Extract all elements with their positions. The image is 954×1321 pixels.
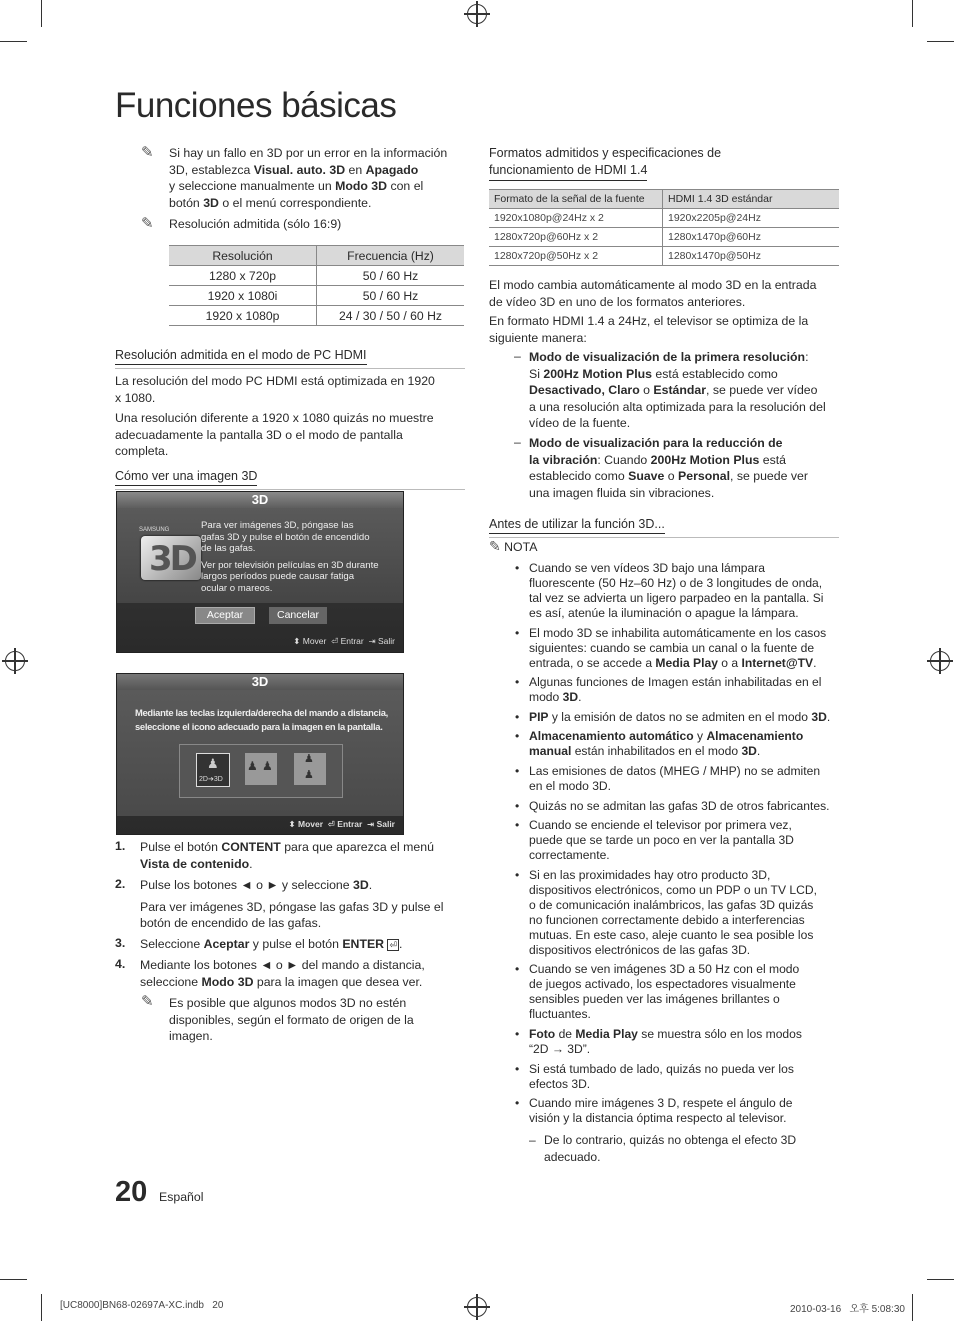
table-cell: 1280x1470p@50Hz: [663, 247, 840, 266]
registration-mark-icon: [930, 651, 950, 671]
list-item: • Foto de Media Play se muestra sólo en los modos “2D → 3D”.: [529, 1027, 849, 1057]
note-3d-failure: Si hay un fallo en 3D por un error en la información 3D, establezca Visual. auto. 3D en Apagado y seleccione manualmente un Modo 3D con el botón 3D o el menú correspondiente.: [169, 146, 448, 210]
table-cell: 50 / 60 Hz: [317, 266, 465, 286]
table-row: [169, 266, 464, 286]
list-item: • El modo 3D se inhabilita automáticamente en los casos siguientes: cuando se cambia un canal o la fuente de entrada, o se accede a Media Play o a Internet@TV.: [529, 626, 849, 671]
osd-3d-warning-screen: [116, 491, 404, 653]
formats-table: [489, 189, 839, 266]
section-heading: Resolución admitida en el modo de PC HDMI: [115, 348, 367, 365]
note-pencil-icon: ✎: [141, 144, 154, 161]
pc-hdmi-section: Resolución admitida en el modo de PC HDMI La resolución del modo PC HDMI está optimizada en 1920 x 1080. Una resolución diferente a 1920 x 1080 quizás no muestre adecuadamente la pantalla 3D o el modo de pantalla completa.: [115, 346, 465, 460]
step-item: 1. Pulse el botón CONTENT para que aparezca el menú Vista de contenido.: [115, 839, 434, 871]
crop-mark: [912, 0, 913, 27]
osd-3d-mode-screen: [116, 673, 404, 835]
table-cell: 1920 x 1080p: [169, 306, 317, 326]
section-heading: Cómo ver una imagen 3D: [115, 469, 257, 486]
dash-item-first-resolution: – Modo de visualización de la primera resolución: Si 200Hz Motion Plus está establecido como Desactivado, Claro o Estándar, se puede ver vídeo a una resolución alta optimizada para la resolución del vídeo de la fuente.: [514, 349, 826, 431]
formats-section: [489, 145, 839, 181]
note-supported-resolution: Resolución admitida (sólo 16:9): [169, 217, 342, 231]
section-heading: Formatos admitidos y especificaciones de: [489, 146, 722, 160]
table-cell: 1920 x 1080i: [169, 286, 317, 306]
mode-icon-panel: [179, 744, 343, 798]
table-header-cell: HDMI 1.4 3D estándar: [663, 190, 840, 209]
list-item: • Si en las proximidades hay otro producto 3D, dispositivos electrónicos, como un PDP o un TV LCD, o de comunicación inalámbricos, las gafas 3D quizás no funcionen correctamente debido a interferencias mutuas. En este caso, aleje cuanto le sea posible los dispositivos electrónicos de las gafas 3D.: [529, 868, 849, 958]
list-item: • Cuando se ven imágenes 3D a 50 Hz con el modo de juegos activado, los espectadores visualmente sensibles pueden ver las imágenes brillantes o fluctuantes.: [529, 962, 849, 1022]
mode-top-bottom-icon[interactable]: ♟ ♟: [294, 753, 326, 785]
list-item: • Cuando se enciende el televisor por primera vez, puede que se tarde un poco en ver la pantalla 3D correctamente.: [529, 818, 849, 863]
table-cell: 1280 x 720p: [169, 266, 317, 286]
osd-message: Mediante las teclas izquierda/derecha del mando a distancia, seleccione el icono adecuado para la imagen en la pantalla.: [135, 707, 388, 732]
section-heading: funcionamiento de HDMI 1.4: [489, 162, 647, 182]
table-header-cell: Frecuencia (Hz): [317, 246, 465, 266]
crop-mark: [927, 1279, 954, 1280]
steps-list: [115, 839, 470, 997]
osd-message: Para ver imágenes 3D, póngase las gafas 3D y pulse el botón de encendido de las gafas. Ver por televisión películas en 3D durante largos períodos puede causar fatiga ocular o mareos.: [201, 520, 379, 594]
step-note: Es posible que algunos modos 3D no estén disponibles, según el formato de origen de la imagen.: [169, 996, 414, 1044]
resolution-table: [169, 245, 464, 326]
list-item: • PIP y la emisión de datos no se admiten en el modo 3D.: [529, 710, 849, 725]
move-arrows-icon: ⬍: [293, 636, 301, 646]
osd-footer: ⬍ Mover ⏎ Entrar ⇥ Salir: [288, 819, 395, 829]
table-cell: 1920x1080p@24Hz x 2: [489, 209, 663, 228]
list-item: • Cuando se ven vídeos 3D bajo una lámpara fluorescente (50 Hz–60 Hz) o de 3 longitudes de onda, tal vez se advierta un ligero parpadeo en la pantalla. Si es así, atenúe la iluminación o apague la lámpara.: [529, 561, 849, 621]
mode-2d-to-3d-icon[interactable]: ♟ 2D➔3D: [196, 753, 230, 787]
footer-file-info: [UC8000]BN68-02697A-XC.indb 20: [60, 1300, 224, 1311]
page-language: Español: [159, 1190, 204, 1204]
table-cell: 24 / 30 / 50 / 60 Hz: [317, 306, 465, 326]
enter-icon: ⏎: [331, 636, 339, 646]
note-pencil-icon: ✎: [141, 215, 154, 232]
list-item: • Si está tumbado de lado, quizás no pueda ver los efectos 3D.: [529, 1062, 849, 1092]
table-row: [489, 228, 839, 247]
osd-title: 3D: [117, 492, 403, 508]
mode-side-by-side-icon[interactable]: ♟ ♟: [245, 753, 277, 785]
note-pencil-icon: ✎: [141, 993, 154, 1010]
table-header-row: [489, 190, 839, 209]
osd-title: 3D: [117, 674, 403, 690]
osd-footer: ⬍ Mover ⏎ Entrar ⇥ Salir: [293, 636, 395, 646]
move-arrows-icon: ⬍: [288, 819, 296, 829]
page-number: 20: [115, 1176, 148, 1208]
crop-mark: [0, 1279, 27, 1280]
table-row: [169, 286, 464, 306]
exit-icon: ⇥: [367, 819, 375, 829]
enter-key-icon: ⏎: [389, 940, 398, 950]
cancel-button[interactable]: Cancelar: [269, 607, 327, 624]
list-item: • Almacenamiento automático y Almacenamiento manual están inhabilitados en el modo 3D.: [529, 729, 849, 759]
last-dash-item: – De lo contrario, quizás no obtenga el efecto 3D adecuado.: [529, 1133, 797, 1164]
crop-mark: [927, 41, 954, 42]
note-pencil-icon: ✎: [489, 538, 501, 554]
list-item: • Algunas funciones de Imagen están inhabilitadas en el modo 3D.: [529, 675, 849, 705]
crop-mark: [0, 41, 27, 42]
crop-mark: [41, 1294, 42, 1321]
step-item: 4. Mediante los botones ◄ o ► del mando a distancia, seleccione Modo 3D para la imagen que desea ver.: [115, 957, 425, 989]
table-cell: 1280x1470p@60Hz: [663, 228, 840, 247]
table-cell: 1280x720p@60Hz x 2: [489, 228, 663, 247]
accept-button[interactable]: Aceptar: [195, 607, 255, 624]
crop-mark: [912, 1294, 913, 1321]
list-item: • Quizás no se admitan las gafas 3D de otros fabricantes.: [529, 799, 849, 814]
step-item: 2. Pulse los botones ◄ o ► y seleccione 3D. Para ver imágenes 3D, póngase las gafas 3D y pulse el botón de encendido de las gafas.: [115, 877, 444, 931]
list-item: • Las emisiones de datos (MHEG / MHP) no se admiten en el modo 3D.: [529, 764, 849, 794]
section-heading: Antes de utilizar la función 3D...: [489, 517, 665, 534]
formats-description: El modo cambia automáticamente al modo 3D en la entrada de vídeo 3D en uno de los formatos anteriores. En formato HDMI 1.4 a 24Hz, el televisor se optimiza de la siguiente manera:: [489, 278, 817, 345]
table-header-cell: Resolución: [169, 246, 317, 266]
footer-timestamp: 2010-03-16 오후 5:08:30: [790, 1304, 905, 1315]
before-using-section: [489, 515, 839, 538]
enter-icon: ⏎: [327, 819, 335, 829]
table-cell: 50 / 60 Hz: [317, 286, 465, 306]
dash-item-vibration-reduction: – Modo de visualización para la reducción de la vibración: Cuando 200Hz Motion Plus está establecido como Suave o Personal, se puede ver una imagen fluida sin vibraciones.: [514, 435, 808, 500]
list-item: • Cuando mire imágenes 3 D, respete el ángulo de visión y la distancia óptima respecto al televisor.: [529, 1096, 849, 1126]
table-header-cell: Formato de la señal de la fuente: [489, 190, 663, 209]
table-cell: 1920x2205p@24Hz: [663, 209, 840, 228]
samsung-3d-logo-icon: SAMSUNG 3D: [137, 524, 207, 584]
step-item: 3. Seleccione Aceptar y pulse el botón ENTER ⏎ .: [115, 936, 403, 951]
crop-mark: [41, 0, 42, 27]
table-row: [489, 209, 839, 228]
table-row: [169, 306, 464, 326]
page-title: Funciones básicas: [115, 86, 397, 125]
notes-bullet-list: [529, 561, 849, 1131]
registration-mark-icon: [5, 651, 25, 671]
registration-mark-icon: [467, 1297, 487, 1317]
registration-mark-icon: [467, 4, 487, 24]
table-cell: 1280x720p@50Hz x 2: [489, 247, 663, 266]
table-row: [489, 247, 839, 266]
view-3d-section: [115, 467, 465, 490]
nota-label: ✎ NOTA: [489, 538, 538, 554]
table-header-row: [169, 246, 464, 266]
exit-icon: ⇥: [368, 636, 376, 646]
